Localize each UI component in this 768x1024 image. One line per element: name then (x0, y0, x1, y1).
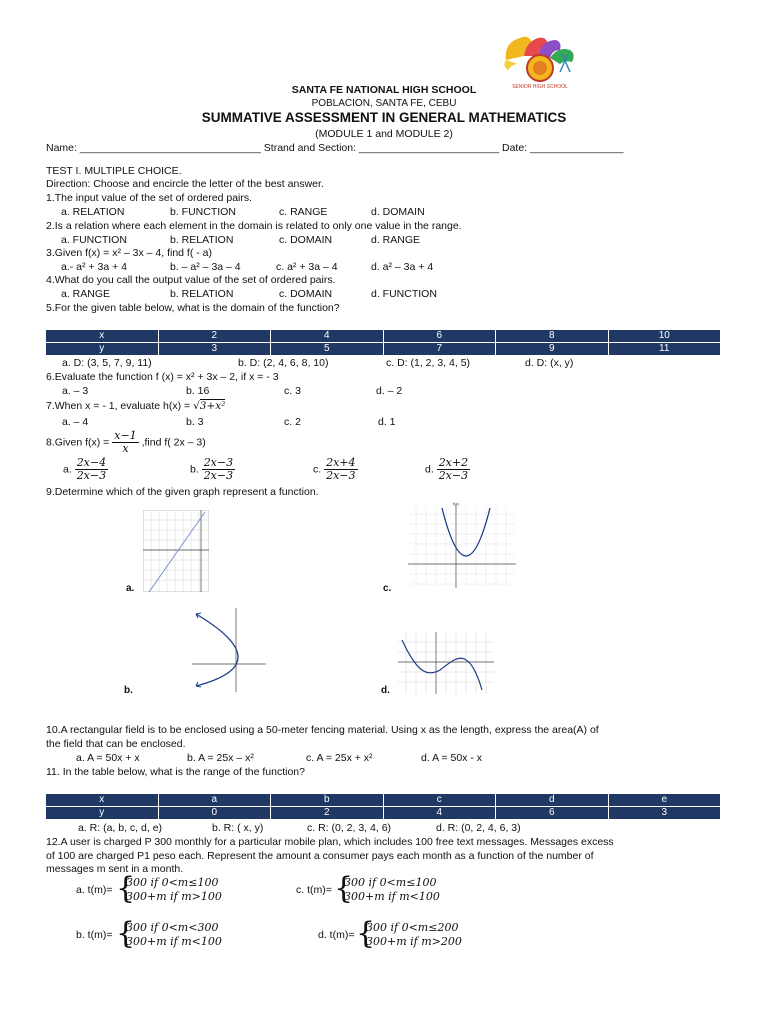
q8-c-fraction (324, 457, 357, 482)
q3-option-c[interactable]: c. a² + 3a – 4 (276, 261, 338, 273)
q8-option-a[interactable] (63, 457, 108, 482)
q11-option-c[interactable]: c. R: (0, 2, 3, 4, 6) (307, 822, 392, 834)
q5-option-a[interactable]: a. D: (3, 5, 7, 9, 11) (62, 357, 152, 369)
q8-option-c[interactable] (313, 457, 358, 482)
q5-option-b[interactable]: b. D: (2, 4, 6, 8, 10) (238, 357, 329, 369)
option-label: a. (63, 463, 72, 476)
q4-option-b[interactable]: b. RELATION (170, 288, 234, 300)
question-12-line-2: of 100 are charged P1 peso each. Represent the amount a consumer pays each month as a function of the number of (46, 850, 594, 862)
q3-option-b[interactable]: b. – a² – 3a – 4 (170, 261, 241, 273)
q8-option-d[interactable] (425, 457, 470, 482)
option-label: d. t(m)= (318, 929, 355, 941)
modules-subtitle: (MODULE 1 and MODULE 2) (315, 128, 453, 140)
table-cell: y (46, 343, 159, 356)
q10-option-a[interactable]: a. A = 50x + x (76, 752, 140, 764)
table-cell: 4 (383, 807, 496, 820)
table-cell: 4 (271, 330, 384, 343)
q10-option-b[interactable]: b. A = 25x – x² (187, 752, 254, 764)
q2-option-b[interactable]: b. RELATION (170, 234, 234, 246)
fraction-denominator: 2x−3 (203, 469, 234, 482)
q7-option-d[interactable]: d. 1 (378, 416, 396, 428)
piecewise-case-1: 300 if 0<m≤100 (344, 876, 437, 889)
piecewise-case-1: 300 if 0<m<300 (126, 921, 219, 934)
q11-data-table (45, 793, 721, 820)
table-cell: 9 (496, 343, 609, 356)
table-cell: 10 (608, 330, 721, 343)
question-6: 6.Evaluate the function f (x) = x² + 3x – 2, if x = - 3 (46, 371, 279, 383)
question-12-line-3: messages m sent in a month. (46, 863, 184, 875)
q11-option-a[interactable]: a. R: (a, b, c, d, e) (78, 822, 163, 834)
table-cell: 3 (608, 807, 721, 820)
fraction-numerator: 2x+4 (326, 456, 356, 469)
q4-option-a[interactable]: a. RANGE (61, 288, 111, 300)
q5-option-d[interactable]: d. D: (x, y) (525, 357, 574, 369)
q7-option-b[interactable]: b. 3 (186, 416, 204, 428)
q5-option-c[interactable]: c. D: (1, 2, 3, 4, 5) (386, 357, 471, 369)
piecewise-case-2: 300+m if m<100 (126, 935, 222, 948)
table-cell: 11 (608, 343, 721, 356)
q11-option-d[interactable]: d. R: (0, 2, 4, 6, 3) (436, 822, 521, 834)
q4-option-c[interactable]: c. DOMAIN (279, 288, 333, 300)
logo-text: SENIOR HIGH SCHOOL (512, 84, 568, 90)
q6-option-a[interactable]: a. – 3 (62, 385, 89, 397)
question-11: 11. In the table below, what is the range of the function? (46, 766, 305, 778)
axis-label: f(x) (453, 501, 459, 506)
option-label: d. (425, 463, 434, 476)
question-5: 5.For the given table below, what is the domain of the function? (46, 302, 340, 314)
q8-suffix: ,find f( 2x – 3) (141, 436, 206, 449)
graph-a-line (143, 510, 209, 592)
q2-option-a[interactable]: a. FUNCTION (61, 234, 127, 246)
q8-prefix: 8.Given f(x) = (46, 436, 113, 449)
question-2: 2.Is a relation where each element in the domain is related to only one value in the range. (46, 220, 462, 232)
q8-given-fraction (112, 430, 138, 455)
table-cell: 0 (158, 807, 271, 820)
piecewise-case-2: 300+m if m>100 (126, 890, 222, 903)
table-cell: a (158, 794, 271, 807)
fraction-denominator: 2x−3 (76, 469, 107, 482)
graph-d-label: d. (381, 685, 390, 696)
piecewise-case-2: 300+m if m<100 (344, 890, 440, 903)
table-row (46, 330, 721, 343)
q3-option-a[interactable]: a.- a² + 3a + 4 (61, 261, 127, 273)
graph-b-sideways-parabola (190, 606, 268, 694)
question-1: 1.The input value of the set of ordered pairs. (46, 192, 253, 204)
q1-option-a[interactable]: a. RELATION (61, 206, 125, 218)
q1-option-b[interactable]: b. FUNCTION (170, 206, 236, 218)
graph-a-label: a. (126, 583, 135, 594)
brace-symbol: { (116, 871, 136, 906)
option-label: b. t(m)= (76, 929, 113, 941)
table-cell: 2 (158, 330, 271, 343)
question-7 (46, 400, 225, 414)
test-direction: Direction: Choose and encircle the letter of the best answer. (46, 178, 324, 190)
q7-option-c[interactable]: c. 2 (284, 416, 301, 428)
radical-sign: √ (193, 400, 200, 412)
page-title: SUMMATIVE ASSESSMENT IN GENERAL MATHEMATICS (201, 110, 567, 125)
graph-d-cubic (396, 630, 496, 696)
table-cell: y (46, 807, 159, 820)
table-cell: 6 (496, 807, 609, 820)
q10-option-d[interactable]: d. A = 50x - x (421, 752, 482, 764)
q1-option-c[interactable]: c. RANGE (279, 206, 328, 218)
option-label: c. t(m)= (296, 884, 332, 896)
table-cell: x (46, 330, 159, 343)
fraction-numerator: 2x−4 (76, 456, 107, 469)
q1-option-d[interactable]: d. DOMAIN (371, 206, 425, 218)
q8-option-b[interactable] (190, 457, 235, 482)
graph-c-label: c. (383, 583, 392, 594)
table-cell: e (608, 794, 721, 807)
fraction-denominator: x (122, 442, 129, 455)
q7-radicand: 3+x² (199, 400, 226, 412)
fraction-numerator: 2x+2 (438, 456, 469, 469)
question-12-line-1: 12.A user is charged P 300 monthly for a particular mobile plan, which includes 100 free text messages. Messages excess (46, 836, 614, 848)
q3-option-d[interactable]: d. a² – 3a + 4 (371, 261, 434, 273)
table-cell: 3 (158, 343, 271, 356)
q7-option-a[interactable]: a. – 4 (62, 416, 89, 428)
q8-b-fraction (202, 457, 235, 482)
q5-data-table (45, 329, 721, 356)
piecewise-case-2: 300+m if m>200 (366, 935, 462, 948)
q6-option-b[interactable]: b. 16 (186, 385, 210, 397)
graph-b-label: b. (124, 685, 133, 696)
question-10-line-2: the field that can be enclosed. (46, 738, 186, 750)
question-3: 3.Given f(x) = x² – 3x – 4, find f( - a) (46, 247, 213, 259)
option-label: b. (190, 463, 199, 476)
fraction-denominator: 2x−3 (438, 469, 469, 482)
piecewise-case-1: 300 if 0<m≤100 (126, 876, 219, 889)
q6-option-c[interactable]: c. 3 (284, 385, 301, 397)
brace-symbol: { (334, 871, 354, 906)
table-cell: 7 (383, 343, 496, 356)
table-row (46, 794, 721, 807)
q11-option-b[interactable]: b. R: ( x, y) (212, 822, 264, 834)
table-cell: 6 (383, 330, 496, 343)
q8-d-fraction (437, 457, 470, 482)
question-9: 9.Determine which of the given graph represent a function. (46, 486, 319, 498)
name-strand-date-line: Name: _______________________________ Strand and Section: ________________________ Date: ________________ (46, 142, 624, 154)
q7-text: 7.When x = - 1, evaluate h(x) = (46, 400, 194, 412)
table-cell: 2 (271, 807, 384, 820)
graph-c-parabola (406, 500, 518, 590)
option-label: a. t(m)= (76, 884, 113, 896)
table-cell: d (496, 794, 609, 807)
brace-symbol: { (356, 916, 376, 951)
table-cell: 8 (496, 330, 609, 343)
table-cell: x (46, 794, 159, 807)
q4-option-d[interactable]: d. FUNCTION (371, 288, 437, 300)
table-cell: c (383, 794, 496, 807)
test-heading: TEST I. MULTIPLE CHOICE. (46, 165, 182, 177)
question-8 (46, 430, 206, 455)
question-10-line-1: 10.A rectangular field is to be enclosed using a 50-meter fencing material. Using x as the length, express the area(A) of (46, 724, 599, 736)
option-label: c. (313, 463, 322, 476)
table-cell: 5 (271, 343, 384, 356)
fraction-numerator: 2x−3 (203, 456, 234, 469)
table-row (46, 807, 721, 820)
q8-a-fraction (75, 457, 108, 482)
table-row (46, 343, 721, 356)
q2-option-c[interactable]: c. DOMAIN (279, 234, 333, 246)
fraction-numerator: x−1 (114, 429, 137, 442)
piecewise-case-1: 300 if 0<m≤200 (366, 921, 459, 934)
school-name: SANTA FE NATIONAL HIGH SCHOOL (291, 84, 477, 96)
brace-symbol: { (116, 916, 136, 951)
school-address: POBLACION, SANTA FE, CEBU (311, 98, 457, 109)
q2-option-d[interactable]: d. RANGE (371, 234, 421, 246)
question-4: 4.What do you call the output value of the set of ordered pairs. (46, 274, 336, 286)
table-cell: b (271, 794, 384, 807)
q10-option-c[interactable]: c. A = 25x + x² (306, 752, 373, 764)
fraction-denominator: 2x−3 (326, 469, 356, 482)
q6-option-d[interactable]: d. – 2 (376, 385, 403, 397)
